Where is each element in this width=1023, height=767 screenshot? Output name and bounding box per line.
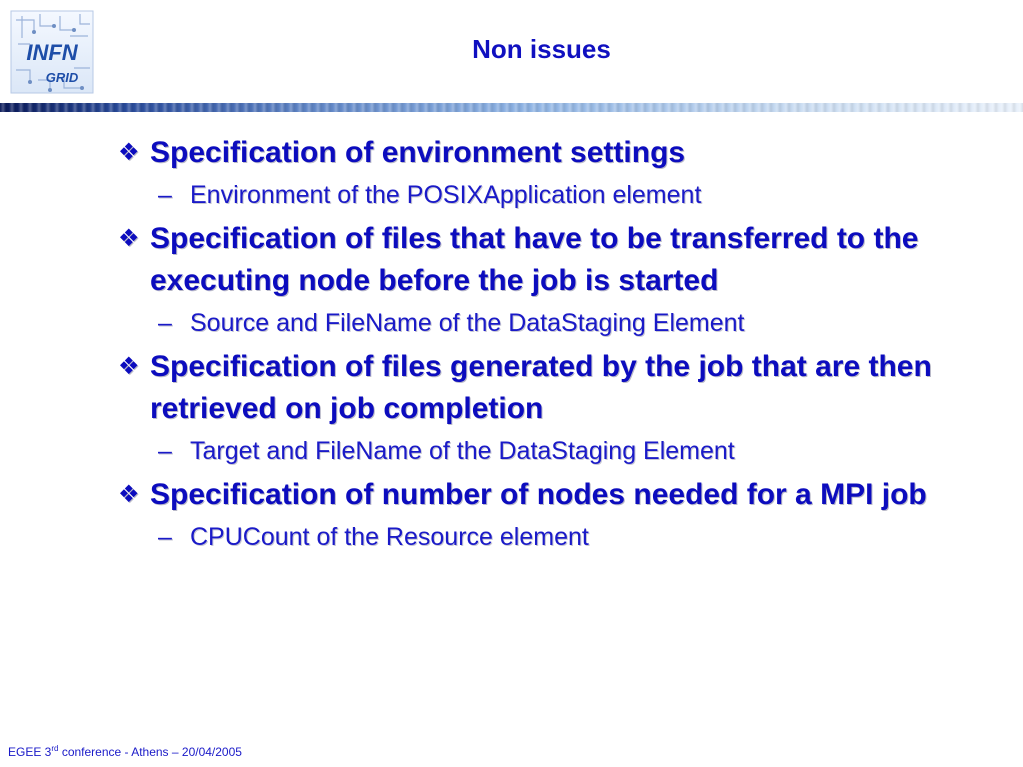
sub-bullet-text: Target and FileName of the DataStaging Element xyxy=(190,437,735,465)
bullet-item xyxy=(118,474,968,516)
dash-bullet-icon: – xyxy=(158,181,172,209)
diamond-bullet-icon: ❖ xyxy=(118,139,140,166)
bullet-text: Specification of environment settings xyxy=(150,136,686,169)
diamond-bullet-icon: ❖ xyxy=(118,481,140,508)
bullet-item xyxy=(118,132,968,174)
footer-suffix: conference - Athens – 20/04/2005 xyxy=(58,745,242,759)
bullet-text: Specification of files generated by the job that are then retrieved on job completion xyxy=(150,350,932,425)
slide-footer xyxy=(8,744,242,759)
diamond-bullet-icon: ❖ xyxy=(118,225,140,252)
bullet-text: Specification of number of nodes needed for a MPI job xyxy=(150,478,927,511)
logo-text-grid: GRID xyxy=(45,70,79,85)
dash-bullet-icon: – xyxy=(158,437,172,465)
diamond-bullet-icon: ❖ xyxy=(118,353,140,380)
bullet-item xyxy=(118,346,968,430)
bullet-text: Specification of files that have to be transferred to the executing node before the job is started xyxy=(150,222,919,297)
sub-bullet-item xyxy=(158,302,968,344)
footer-superscript: rd xyxy=(51,744,59,753)
dash-bullet-icon: – xyxy=(158,309,172,337)
slide-title: Non issues xyxy=(472,34,611,64)
logo-text-infn: INFN xyxy=(26,40,78,65)
bullet-item xyxy=(118,218,968,302)
sub-bullet-item xyxy=(158,174,968,216)
sub-bullet-item xyxy=(158,430,968,472)
sub-bullet-item xyxy=(158,516,968,558)
sub-bullet-text: CPUCount of the Resource element xyxy=(190,523,589,551)
sub-bullet-text: Source and FileName of the DataStaging Element xyxy=(190,309,745,337)
footer-prefix: EGEE 3 xyxy=(8,745,52,759)
sub-bullet-text: Environment of the POSIXApplication element xyxy=(190,181,702,209)
header-divider xyxy=(0,103,1023,112)
dash-bullet-icon: – xyxy=(158,523,172,551)
slide-content xyxy=(118,132,968,560)
